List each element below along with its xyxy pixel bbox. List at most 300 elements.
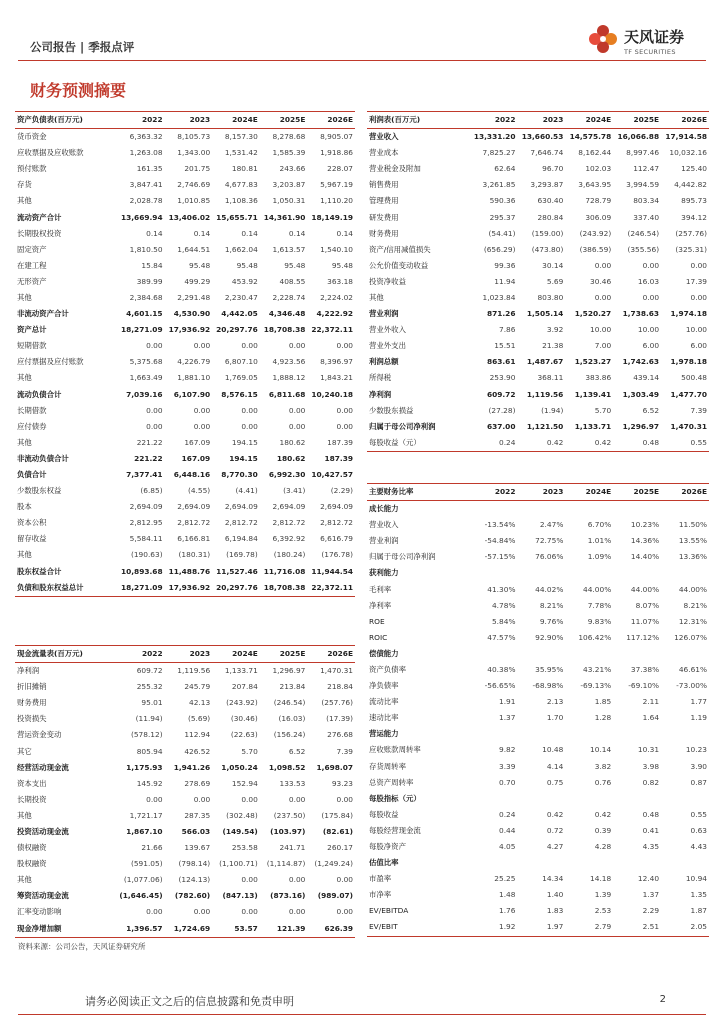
value-cell — [470, 565, 518, 581]
row-label: 股东权益合计 — [17, 566, 62, 576]
value-cell: 287.35 — [184, 810, 211, 820]
cash-flow-table — [15, 645, 355, 938]
value-cell: 2,812.95 — [129, 518, 163, 528]
value-cell: 17,936.92 — [165, 580, 213, 597]
value-cell: 1,023.84 — [482, 292, 516, 302]
value-cell: (176.78) — [321, 550, 353, 560]
balance-sheet-table — [15, 111, 355, 597]
value-cell — [470, 791, 518, 807]
value-cell: 0.00 — [146, 405, 163, 415]
value-cell: 4,442.82 — [674, 180, 707, 190]
value-cell: 228.07 — [327, 164, 353, 174]
pinwheel-logo-icon — [586, 22, 620, 56]
value-cell: 0.42 — [594, 809, 612, 819]
value-cell: 10,427.57 — [311, 470, 353, 480]
value-cell: 1,010.85 — [177, 196, 211, 206]
value-cell: (22.63) — [230, 730, 258, 740]
value-cell: 0.00 — [288, 405, 306, 415]
value-cell: 805.94 — [136, 746, 163, 756]
table-row — [15, 177, 355, 193]
table-row — [367, 678, 709, 694]
value-cell: 0.14 — [146, 228, 163, 238]
table-row — [367, 338, 709, 354]
value-cell: 0.00 — [146, 907, 163, 917]
value-cell: 1,974.18 — [670, 309, 707, 319]
table-row — [15, 370, 355, 386]
value-cell: 4.14 — [546, 761, 564, 771]
value-cell: 1,918.86 — [320, 148, 353, 158]
value-cell: 253.58 — [231, 843, 258, 853]
value-cell: 13,660.53 — [521, 132, 564, 142]
table-row — [15, 760, 355, 776]
value-cell: 180.62 — [279, 437, 306, 447]
value-cell: 201.75 — [184, 164, 211, 174]
value-cell: 12.31% — [678, 616, 707, 626]
table-row — [367, 694, 709, 710]
table-row — [367, 887, 709, 903]
row-label: 营业利润 — [369, 309, 399, 319]
value-cell: 1.91 — [499, 697, 516, 707]
value-cell: 2,228.74 — [272, 292, 306, 302]
value-cell: 17.39 — [685, 276, 707, 286]
table-row — [367, 403, 709, 419]
value-cell: 11,488.76 — [168, 566, 211, 576]
table-row — [15, 856, 355, 872]
row-label: 筹资活动现金流 — [17, 891, 69, 901]
value-cell: 0.00 — [193, 421, 211, 431]
value-cell: 243.66 — [279, 164, 306, 174]
value-cell: 187.39 — [327, 437, 353, 447]
value-cell: 194.15 — [229, 453, 258, 463]
year-header-cell: 2024E — [212, 646, 260, 663]
value-cell: 2,694.09 — [320, 502, 353, 512]
value-cell: (180.31) — [178, 550, 211, 560]
value-cell: 187.39 — [324, 453, 353, 463]
value-cell — [661, 646, 709, 662]
value-cell: (17.39) — [326, 714, 353, 724]
table-row — [367, 614, 709, 630]
value-cell: 278.69 — [184, 778, 211, 788]
value-cell: 337.40 — [633, 212, 660, 222]
value-cell: 0.00 — [146, 794, 163, 804]
value-cell: 626.39 — [307, 921, 355, 938]
value-cell: 121.39 — [260, 921, 308, 938]
value-cell: 2,694.09 — [272, 502, 306, 512]
row-label: 每股指标（元） — [369, 793, 421, 803]
value-cell: 7,646.74 — [530, 148, 564, 158]
value-cell: (243.92) — [579, 228, 612, 238]
value-cell: 0.00 — [690, 260, 707, 270]
logo-name: 天风证券 — [624, 28, 685, 46]
value-cell: (1,077.06) — [123, 875, 163, 885]
row-label: 投资损失 — [17, 714, 47, 724]
value-cell: 0.63 — [690, 825, 707, 835]
value-cell: 0.00 — [690, 292, 707, 302]
value-cell: 8,396.97 — [320, 357, 353, 367]
value-cell: (16.03) — [278, 714, 306, 724]
value-cell: (1,114.87) — [266, 859, 306, 869]
value-cell: 5,967.19 — [320, 180, 353, 190]
row-label: 投资净收益 — [369, 276, 406, 286]
value-cell: 8,157.30 — [224, 132, 258, 142]
value-cell: (237.50) — [273, 810, 306, 820]
year-header-cell: 2023 — [517, 484, 565, 501]
value-cell: 863.61 — [486, 357, 516, 367]
value-cell: 2.05 — [661, 919, 709, 936]
section-row — [367, 565, 709, 581]
row-label: 每股收益 — [369, 809, 399, 819]
value-cell: 0.00 — [241, 405, 258, 415]
row-label: 债权融资 — [17, 843, 47, 853]
value-cell: 609.72 — [486, 389, 516, 399]
value-cell: 221.22 — [134, 453, 163, 463]
value-cell: 1.77 — [690, 697, 707, 707]
value-cell: 10.00 — [685, 325, 707, 335]
table-row — [15, 921, 355, 938]
value-cell — [613, 646, 661, 662]
value-cell: 40.38% — [487, 664, 516, 674]
table-row — [15, 904, 355, 920]
table-row — [367, 710, 709, 726]
table-row — [15, 808, 355, 824]
year-header-cell: 2024E — [212, 112, 260, 129]
table-row — [367, 871, 709, 887]
value-cell — [613, 855, 661, 871]
value-cell: 6,448.16 — [173, 470, 211, 480]
table-row — [15, 274, 355, 290]
year-header-cell: 2025E — [613, 484, 661, 501]
value-cell: 1,738.63 — [622, 309, 660, 319]
value-cell: 37.38% — [630, 664, 660, 674]
value-cell: (302.48) — [226, 810, 258, 820]
value-cell: (782.60) — [174, 891, 211, 901]
value-cell: 1,477.70 — [670, 389, 707, 399]
value-cell: 1,867.10 — [126, 826, 163, 836]
value-cell: 8,278.68 — [272, 132, 306, 142]
row-label: 非流动资产合计 — [17, 309, 69, 319]
table-row — [15, 531, 355, 547]
value-cell: 1,724.69 — [165, 921, 213, 938]
value-cell: 14,361.90 — [263, 212, 306, 222]
value-cell: 1.39 — [594, 890, 612, 900]
value-cell: 2.29 — [642, 906, 660, 916]
value-cell: 7,825.27 — [482, 148, 516, 158]
value-cell: 53.57 — [212, 921, 260, 938]
value-cell: 7.00 — [594, 341, 612, 351]
value-cell: 44.00% — [583, 584, 612, 594]
value-cell: 9.76% — [539, 616, 564, 626]
year-header-cell: 2026E — [307, 112, 355, 129]
table-row — [15, 290, 355, 306]
table-row — [367, 129, 709, 146]
value-cell: 245.79 — [184, 682, 211, 692]
value-cell: 11,944.54 — [311, 566, 353, 576]
table-row — [15, 727, 355, 743]
table-row — [367, 598, 709, 614]
year-header-cell: 2023 — [165, 646, 213, 663]
value-cell: 112.47 — [633, 164, 660, 174]
value-cell: (30.46) — [230, 714, 258, 724]
value-cell: 125.40 — [681, 164, 707, 174]
value-cell: -13.54% — [484, 520, 516, 530]
value-cell: 1,110.20 — [320, 196, 353, 206]
value-cell: (27.28) — [488, 405, 516, 415]
value-cell: 389.99 — [136, 276, 163, 286]
value-cell: 1,644.51 — [177, 244, 211, 254]
value-cell: (1,100.71) — [219, 859, 258, 869]
row-label: 折旧摊销 — [17, 682, 47, 692]
value-cell: 5,375.68 — [129, 357, 163, 367]
value-cell: 1,613.57 — [272, 244, 306, 254]
row-label: 管理费用 — [369, 196, 399, 206]
table-title-cell: 利润表(百万元) — [367, 112, 470, 129]
value-cell: 2.47% — [539, 520, 564, 530]
value-cell: 2.53 — [594, 906, 612, 916]
value-cell: 1,769.05 — [224, 373, 258, 383]
value-cell: 253.90 — [489, 373, 516, 383]
value-cell — [661, 565, 709, 581]
value-cell: 0.00 — [241, 907, 258, 917]
value-cell — [565, 501, 613, 518]
value-cell: 0.42 — [565, 435, 613, 452]
value-cell: 0.00 — [336, 341, 353, 351]
value-cell: 1.64 — [642, 713, 660, 723]
value-cell: 139.67 — [184, 843, 211, 853]
value-cell: 394.12 — [681, 212, 707, 222]
value-cell: 566.03 — [181, 826, 211, 836]
value-cell: 1,121.50 — [526, 421, 564, 431]
value-cell: (4.41) — [235, 486, 258, 496]
value-cell — [517, 726, 565, 742]
value-cell: 13.55% — [678, 536, 707, 546]
row-label: 短期借款 — [17, 341, 47, 351]
value-cell: 18,708.38 — [260, 580, 308, 597]
value-cell: 276.68 — [327, 730, 353, 740]
value-cell: 0.00 — [193, 405, 211, 415]
value-cell: 3,643.95 — [578, 180, 612, 190]
value-cell: 10.23% — [630, 520, 660, 530]
value-cell: 14,575.78 — [569, 132, 612, 142]
value-cell: 167.09 — [184, 437, 211, 447]
row-label: 总资产周转率 — [369, 777, 414, 787]
value-cell: 5.70 — [241, 746, 258, 756]
value-cell: 1,098.52 — [268, 762, 306, 772]
value-cell: 106.42% — [578, 632, 612, 642]
value-cell: 0.00 — [193, 341, 211, 351]
table-row — [15, 419, 355, 435]
table-row — [15, 679, 355, 695]
value-cell: 133.53 — [279, 778, 306, 788]
value-cell: 8,105.73 — [177, 132, 211, 142]
value-cell: 255.32 — [136, 682, 163, 692]
section-row — [367, 726, 709, 742]
value-cell: 2,812.72 — [272, 518, 306, 528]
value-cell: 11.07% — [630, 616, 660, 626]
value-cell: (989.07) — [317, 891, 353, 901]
value-cell — [613, 726, 661, 742]
row-label: 应付票据及应付账款 — [17, 357, 84, 367]
value-cell: 1.48 — [499, 890, 516, 900]
value-cell: 728.79 — [585, 196, 612, 206]
value-cell: 1,523.27 — [574, 357, 612, 367]
value-cell: 0.48 — [613, 435, 661, 452]
table-row — [15, 872, 355, 888]
row-label: 少数股东权益 — [17, 486, 62, 496]
value-cell: 7.39 — [690, 405, 707, 415]
value-cell: 10.14 — [590, 745, 612, 755]
value-cell: 95.48 — [236, 260, 258, 270]
value-cell: 35.95% — [535, 664, 564, 674]
row-label: 资产负债率 — [369, 664, 406, 674]
value-cell: 14.34 — [542, 874, 564, 884]
value-cell: 0.00 — [241, 341, 258, 351]
value-cell: 1,698.07 — [316, 762, 353, 772]
value-cell: 8.07% — [635, 600, 660, 610]
value-cell: 44.00% — [630, 584, 660, 594]
value-cell: 221.22 — [136, 437, 163, 447]
value-cell: 42.13 — [189, 698, 211, 708]
value-cell: -54.84% — [484, 536, 516, 546]
value-cell: 3,203.87 — [272, 180, 306, 190]
row-label: 应收票据及应收账款 — [17, 148, 84, 158]
table-row — [15, 226, 355, 242]
row-label: 营业成本 — [369, 148, 399, 158]
value-cell: 1.83 — [546, 906, 564, 916]
table-row — [15, 743, 355, 759]
value-cell: 18,149.19 — [311, 212, 353, 222]
value-cell: 11.94 — [494, 276, 516, 286]
table-row — [367, 193, 709, 209]
value-cell: 7.86 — [499, 325, 516, 335]
row-label: 汇率变动影响 — [17, 907, 62, 917]
value-cell: 8.21% — [539, 600, 564, 610]
row-label: 流动资产合计 — [17, 212, 62, 222]
logo-subtitle: TF SECURITIES — [624, 48, 676, 56]
value-cell: 15,655.71 — [216, 212, 258, 222]
value-cell: -56.65% — [484, 681, 516, 691]
value-cell: 609.72 — [136, 666, 163, 676]
table-row — [15, 580, 355, 597]
value-cell: 0.00 — [336, 405, 353, 415]
value-cell: 0.44 — [499, 825, 516, 835]
value-cell: 4.27 — [546, 842, 564, 852]
table-row — [15, 403, 355, 419]
value-cell: 0.00 — [336, 421, 353, 431]
value-cell: (656.29) — [483, 244, 516, 254]
value-cell: 5.69 — [546, 276, 564, 286]
value-cell: (159.00) — [531, 228, 564, 238]
table-row — [367, 533, 709, 549]
value-cell: 95.48 — [189, 260, 211, 270]
value-cell: 44.00% — [678, 584, 707, 594]
row-label: 市净率 — [369, 890, 392, 900]
value-cell: (3.41) — [283, 486, 306, 496]
value-cell: 499.29 — [184, 276, 211, 286]
row-label: 营业利润 — [369, 536, 399, 546]
value-cell: 152.94 — [231, 778, 258, 788]
row-label: 负债和股东权益总计 — [15, 580, 117, 597]
row-label: 长期借款 — [17, 405, 47, 415]
row-label: 预付账款 — [17, 164, 47, 174]
value-cell: 0.14 — [241, 228, 258, 238]
value-cell: 17,914.58 — [665, 132, 707, 142]
value-cell: -69.13% — [580, 681, 612, 691]
table-row — [15, 193, 355, 209]
value-cell: 7,039.16 — [126, 389, 163, 399]
table-row — [15, 129, 355, 146]
year-header-cell: 2022 — [470, 484, 518, 501]
row-label: 偿债能力 — [369, 648, 399, 658]
value-cell: (82.61) — [322, 826, 353, 836]
value-cell: 20,297.76 — [212, 580, 260, 597]
row-label: 在建工程 — [17, 260, 47, 270]
value-cell: 1,470.31 — [670, 421, 707, 431]
value-cell: 21.38 — [542, 341, 564, 351]
row-label: 销售费用 — [369, 180, 399, 190]
value-cell: 30.14 — [542, 260, 564, 270]
value-cell: 7,377.41 — [126, 470, 163, 480]
row-label: 净负债率 — [369, 681, 399, 691]
row-label: 研发费用 — [369, 212, 399, 222]
value-cell: 161.35 — [136, 164, 163, 174]
row-label: EV/EBITDA — [369, 906, 409, 916]
table-row — [367, 662, 709, 678]
value-cell: (386.59) — [579, 244, 612, 254]
value-cell: (473.80) — [531, 244, 564, 254]
table-row — [15, 564, 355, 580]
row-label: 固定资产 — [17, 244, 47, 254]
value-cell: 180.81 — [231, 164, 258, 174]
page-number: 2 — [659, 994, 666, 1005]
value-cell — [613, 501, 661, 518]
value-cell: 1.09% — [587, 552, 612, 562]
value-cell: 0.00 — [193, 794, 211, 804]
value-cell: (243.92) — [226, 698, 258, 708]
row-label: 现金净增加额 — [15, 921, 117, 938]
year-header-cell: 2022 — [470, 112, 518, 129]
value-cell: 1,119.56 — [526, 389, 564, 399]
value-cell: (103.97) — [270, 826, 306, 836]
value-cell: 0.00 — [146, 341, 163, 351]
row-label: 留存收益 — [17, 534, 47, 544]
value-cell: (149.54) — [222, 826, 258, 836]
footer-divider — [18, 1014, 706, 1015]
value-cell: 5.70 — [594, 405, 612, 415]
value-cell: 0.00 — [288, 341, 306, 351]
value-cell: (190.63) — [130, 550, 163, 560]
table-row — [15, 711, 355, 727]
value-cell: 2,384.68 — [129, 292, 163, 302]
table-row — [367, 775, 709, 791]
row-label: ROIC — [369, 632, 388, 642]
value-cell: 1,396.57 — [117, 921, 165, 938]
value-cell: 1,888.12 — [272, 373, 306, 383]
table-row — [367, 630, 709, 646]
row-label: 估值比率 — [369, 858, 399, 868]
year-header-cell: 2023 — [165, 112, 213, 129]
value-cell: 10.00 — [590, 325, 612, 335]
value-cell: 4,222.92 — [316, 309, 353, 319]
row-label: 负债合计 — [17, 470, 47, 480]
table-title-cell: 资产负债表(百万元) — [15, 112, 117, 129]
value-cell: 194.15 — [231, 437, 258, 447]
row-label: 净利润 — [369, 389, 392, 399]
value-cell: 1,810.50 — [129, 244, 163, 254]
row-label: 营业收入 — [369, 132, 399, 142]
financial-ratios-table — [367, 483, 709, 937]
table-row — [367, 807, 709, 823]
value-cell — [470, 726, 518, 742]
